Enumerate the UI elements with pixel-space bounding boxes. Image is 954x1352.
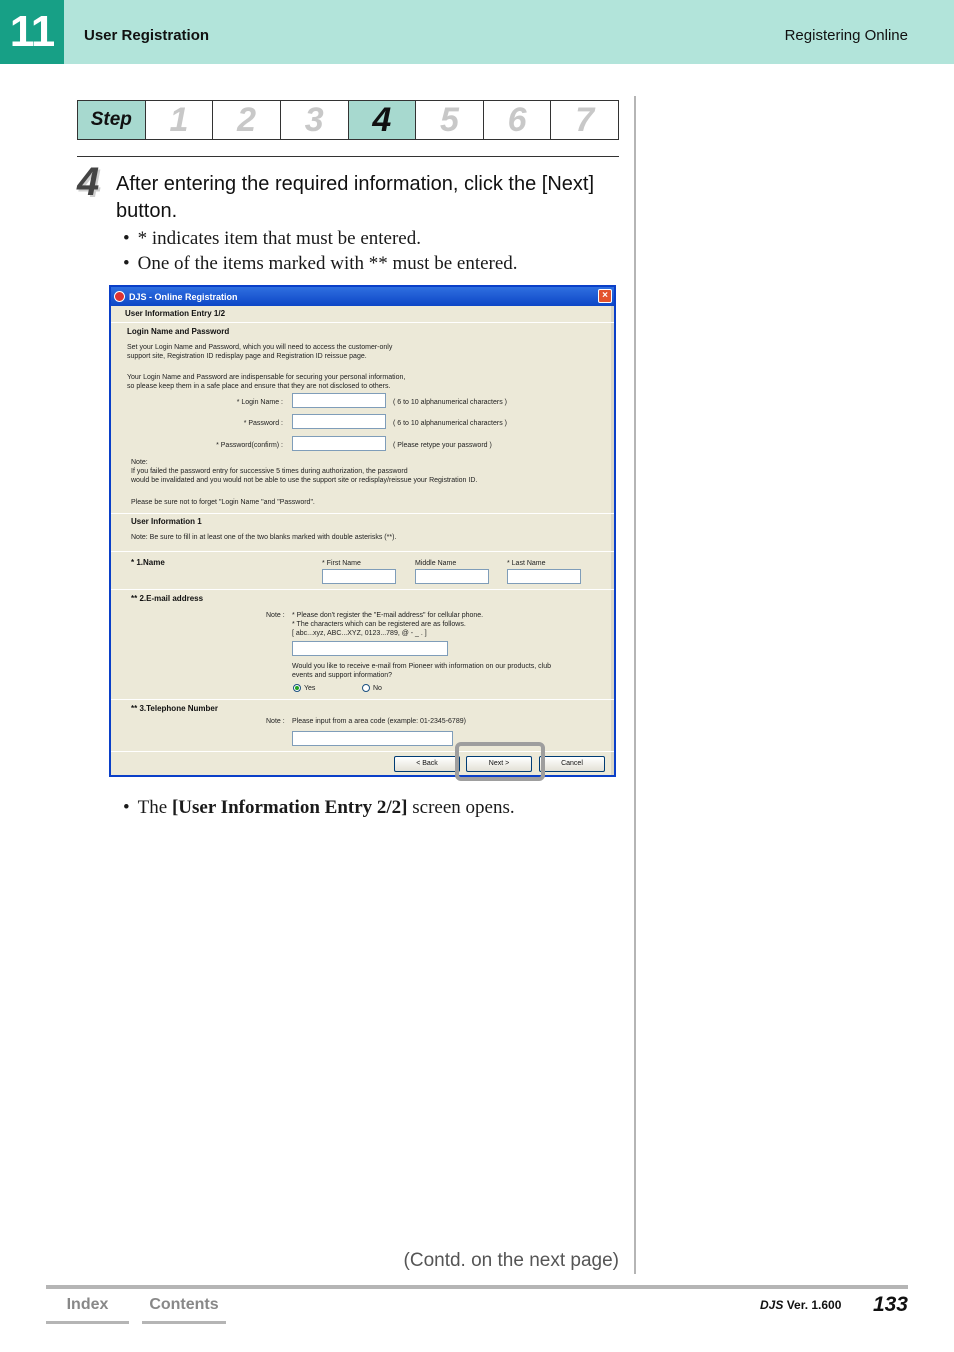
- email-yes-radio[interactable]: [293, 684, 301, 692]
- dialog-edge: [611, 306, 614, 775]
- password-hint: ( 6 to 10 alphanumerical characters ): [393, 420, 507, 427]
- email-no-label: No: [373, 685, 382, 692]
- password-label: * Password :: [243, 420, 283, 427]
- email-note-label: Note :: [266, 612, 285, 619]
- user-info-title: User Information 1: [131, 517, 202, 526]
- separator: [111, 589, 614, 590]
- footer-rule: [46, 1285, 908, 1289]
- instruction-bullets: [123, 226, 623, 276]
- login-note: If you failed the password entry for successive 5 times during authorization, the password: [131, 468, 408, 475]
- page-header: [0, 0, 954, 64]
- step-label: Step: [78, 101, 145, 139]
- email-note: * The characters which can be registered are as follows.: [292, 621, 466, 628]
- step-3: 3: [280, 101, 348, 139]
- email-yes-label: Yes: [304, 685, 316, 692]
- email-no-radio[interactable]: [362, 684, 370, 692]
- login-name-label: * Login Name :: [236, 399, 283, 406]
- password-confirm-hint: ( Please retype your password ): [393, 442, 492, 449]
- dialog-titlebar: [111, 287, 614, 306]
- close-icon[interactable]: ×: [598, 289, 612, 303]
- middle-name-input[interactable]: [415, 569, 489, 584]
- step-1: 1: [145, 101, 213, 139]
- phone-note-label: Note :: [266, 718, 285, 725]
- login-desc: support site, Registration ID redisplay page and Registration ID reissue page.: [127, 353, 367, 360]
- bullet-item: • One of the items marked with ** must be entered.: [123, 251, 623, 276]
- cancel-button[interactable]: Cancel: [539, 756, 605, 772]
- email-note: [ abc...xyz, ABC...XYZ, 0123...789, @ - _ . ]: [292, 630, 427, 637]
- divider: [77, 156, 619, 157]
- last-name-label: * Last Name: [507, 560, 546, 567]
- index-link[interactable]: Index: [46, 1296, 129, 1324]
- last-name-input[interactable]: [507, 569, 581, 584]
- next-button-highlight: [455, 742, 545, 781]
- login-note: would be invalidated and you would not be able to use the support site or redisplay/reissue your Registration ID.: [131, 477, 478, 484]
- email-note: * Please don't register the "E-mail address" for cellular phone.: [292, 612, 484, 619]
- bullet-item: • * indicates item that must be entered.: [123, 226, 623, 251]
- login-section-title: Login Name and Password: [127, 327, 230, 336]
- middle-name-label: Middle Name: [415, 560, 457, 567]
- user-info-note: Note: Be sure to fill in at least one of the two blanks marked with double asterisks (**).: [131, 534, 397, 541]
- email-question: events and support information?: [292, 672, 393, 679]
- note-label: Note:: [131, 459, 148, 466]
- email-label: ** 2.E-mail address: [131, 594, 204, 603]
- section-title: Registering Online: [784, 27, 908, 44]
- step-2: 2: [212, 101, 280, 139]
- phone-label: ** 3.Telephone Number: [131, 704, 218, 713]
- step-6: 6: [483, 101, 551, 139]
- chapter-number: 11: [0, 0, 64, 64]
- result-bullet: • The [User Information Entry 2/2] screen opens.: [123, 797, 515, 818]
- product-name: DJS: [760, 1298, 784, 1312]
- app-icon: [114, 291, 125, 302]
- step-5: 5: [415, 101, 483, 139]
- dialog-title: DJS - Online Registration: [129, 291, 238, 302]
- phone-note: Please input from a area code (example: 01-2345-6789): [292, 718, 466, 725]
- separator: [111, 551, 614, 552]
- email-question: Would you like to receive e-mail from Pioneer with information on our products, club: [292, 663, 551, 670]
- email-input[interactable]: [292, 641, 448, 656]
- separator: [111, 699, 614, 700]
- password-input[interactable]: [292, 414, 386, 429]
- result-suffix: screen opens.: [412, 797, 515, 818]
- step-progress-bar: [77, 100, 619, 140]
- dialog-heading: User Information Entry 1/2: [125, 309, 226, 318]
- name-label: * 1.Name: [131, 558, 165, 567]
- login-desc: Your Login Name and Password are indispensable for securing your personal information,: [127, 374, 406, 381]
- password-confirm-label: * Password(confirm) :: [216, 442, 283, 449]
- separator: [111, 513, 614, 514]
- chapter-title: User Registration: [84, 27, 210, 44]
- login-desc: Set your Login Name and Password, which you will need to access the customer-only: [127, 344, 393, 351]
- phone-input[interactable]: [292, 731, 453, 746]
- registration-dialog-screenshot: [109, 285, 616, 777]
- version-info: [760, 1298, 841, 1312]
- continued-note: (Contd. on the next page): [403, 1250, 619, 1271]
- version-number: Ver. 1.600: [786, 1298, 842, 1312]
- contents-link[interactable]: Contents: [142, 1296, 226, 1324]
- page-number: 133: [872, 1293, 908, 1316]
- first-name-input[interactable]: [322, 569, 396, 584]
- separator: [111, 322, 614, 323]
- step-4-current: 4: [348, 101, 416, 139]
- result-prefix: The: [137, 797, 168, 818]
- step-number: 4: [77, 160, 100, 204]
- first-name-label: * First Name: [322, 560, 361, 567]
- next-button[interactable]: Next >: [466, 756, 532, 772]
- login-name-hint: ( 6 to 10 alphanumerical characters ): [393, 399, 507, 406]
- password-confirm-input[interactable]: [292, 436, 386, 451]
- step-instruction: After entering the required information, click the [Next] button.: [116, 173, 595, 222]
- login-name-input[interactable]: [292, 393, 386, 408]
- result-screen-name: [User Information Entry 2/2]: [171, 797, 408, 818]
- login-note: Please be sure not to forget "Login Name "and "Password".: [131, 499, 315, 506]
- column-divider: [634, 96, 636, 1274]
- back-button[interactable]: < Back: [394, 756, 460, 772]
- step-7: 7: [550, 101, 618, 139]
- login-desc: so please keep them in a safe place and ensure that they are not disclosed to others.: [127, 383, 391, 390]
